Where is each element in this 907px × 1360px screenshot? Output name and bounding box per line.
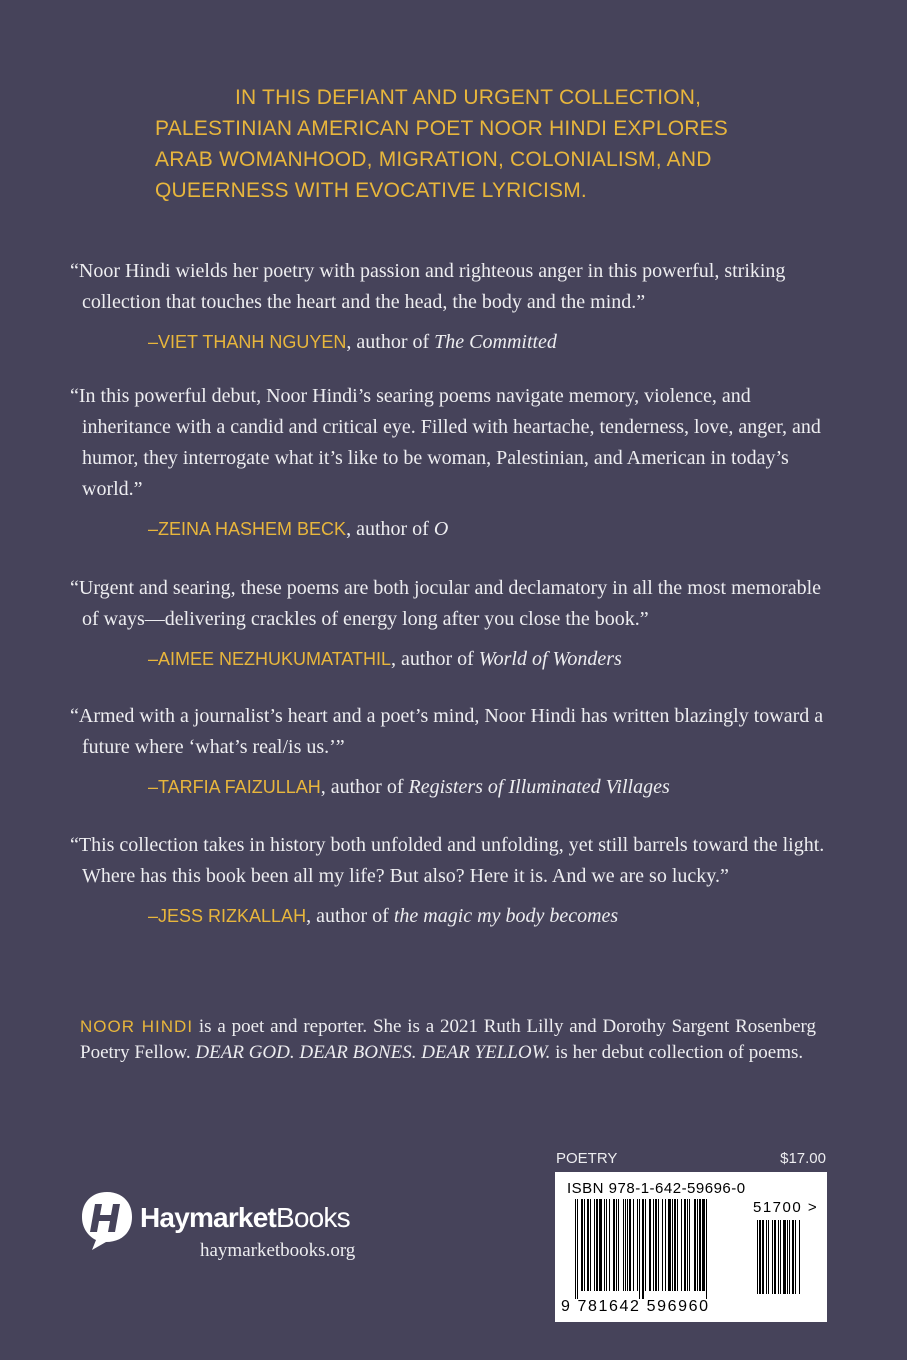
barcode-bar [653,1199,654,1291]
blurb-quote: “Urgent and searing, these poems are both jocular and declamatory in all the most memorable of ways—delivering crackles of energy long after you close the book.” [70,577,822,630]
barcode-bar [658,1199,659,1291]
barcode-bar [687,1199,688,1291]
publisher-name-bold: Haymarket [140,1202,276,1233]
blurb-rizkallah [70,830,840,930]
barcode-bar [677,1199,678,1291]
barcode-bar [637,1199,638,1291]
barcode-bar [759,1220,761,1294]
barcode-bar [606,1199,607,1291]
author-work: The Committed [434,331,557,353]
author-bio [80,1014,816,1066]
barcode-bar [684,1199,686,1291]
ean-number: 9 781642 596960 [561,1298,710,1315]
barcode-bar [789,1220,790,1294]
blurb-beck [70,381,840,543]
price-label: $17.00 [780,1150,826,1167]
author-of-text: , author of [346,331,435,353]
barcode-bar [792,1220,794,1294]
barcode-bar [584,1199,585,1291]
barcode-bar [787,1220,788,1294]
blurb-author: –VIET THANH NGUYEN [148,332,347,352]
barcode-bar [697,1199,698,1291]
blurb-quote: “In this powerful debut, Noor Hindi’s searing poems navigate memory, violence, and inheritance with a candid and critical eye. Filled with heartache, tenderness, love, anger, and humor, they interrogate what it’s like to be woman, Palestinian, and American in today’s world.” [70,385,821,500]
blurb-quote: “Noor Hindi wields her poetry with passion and righteous anger in this powerful, striking collection that touches the heart and the head, the body and the mind.” [70,260,786,313]
author-of-text: , author of [346,518,434,540]
barcode-bar [609,1199,610,1291]
blurb-author: –JESS RIZKALLAH [148,906,307,926]
barcode-bar [623,1199,624,1291]
barcode-bar [575,1199,576,1299]
barcode-bar [577,1199,578,1299]
blurb-faizullah [70,701,840,801]
blurb-attribution [148,328,840,356]
barcode-bar [633,1199,634,1291]
barcode-bar [795,1220,796,1294]
barcode-bar [665,1199,666,1291]
publisher-name [140,1202,350,1234]
barcode-bar [799,1220,800,1294]
barcode-bar [596,1199,598,1291]
haymarket-h-logo-icon [78,1190,136,1252]
barcode-bar [604,1199,605,1291]
headline-line: IN THIS DEFIANT AND URGENT COLLECTION, [235,86,702,109]
barcode-bar [625,1199,626,1291]
barcode-bar [699,1199,701,1291]
barcode-box [555,1172,827,1322]
barcode-bar [778,1220,779,1294]
barcode-bar [599,1199,602,1291]
barcode-bar [757,1220,758,1294]
barcode-bar [780,1220,781,1294]
blurb-nezhukumatathil [70,573,840,673]
barcode-bar [655,1199,657,1291]
barcode-bar [702,1199,705,1291]
blurb-quote: “Armed with a journalist’s heart and a poet’s mind, Noor Hindi has written blazingly toward a future where ‘what’s real/is us.’” [70,705,824,758]
barcode-bar [642,1199,644,1299]
headline-line: QUEERNESS WITH EVOCATIVE LYRICISM. [155,179,587,202]
author-work: O [433,518,449,540]
barcode-bar [616,1199,617,1291]
isbn-label: ISBN 978-1-642-59696-0 [567,1180,746,1197]
barcode-bar [581,1199,583,1291]
author-work: World of Wonders [478,648,622,670]
ean-barcode [573,1199,743,1299]
barcode-bar [668,1199,671,1291]
publisher-url: haymarketbooks.org [200,1240,356,1261]
barcode-bar [629,1199,631,1291]
barcode-bar [681,1199,682,1291]
barcode-bar [627,1199,628,1291]
author-work: the magic my body becomes [393,905,619,927]
author-of-text: , author of [320,776,409,798]
barcode-bar [674,1199,676,1291]
barcode-bar [766,1220,767,1294]
bio-book-title: DEAR GOD. DEAR BONES. DEAR YELLOW. [195,1042,551,1063]
blurb-attribution [148,645,840,673]
barcode-bar [706,1199,707,1299]
author-of-text: , author of [391,648,479,670]
blurb-attribution [148,902,840,930]
barcode-bar [594,1199,595,1291]
blurb-attribution [148,515,840,543]
barcode-bar [590,1199,591,1291]
barcode-bar [672,1199,673,1291]
blurb-author: –AIMEE NEZHUKUMATATHIL [148,649,392,669]
category-label: POETRY [556,1150,618,1167]
headline-line: PALESTINIAN AMERICAN POET NOOR HINDI EXPLORES [155,117,729,140]
barcode-bar [694,1199,696,1291]
publisher-logo [78,1190,398,1280]
publisher-name-light: Books [276,1202,350,1233]
bio-text: is a poet and reporter. She is a 2021 Ruth Lilly and Dorothy Sargent Rosenberg Poetry Fellow. [80,1016,817,1063]
barcode-bar [639,1199,640,1299]
barcode-bar [618,1199,619,1291]
barcode-bar [645,1199,646,1291]
barcode-bar [662,1199,663,1291]
blurb-author: –TARFIA FAIZULLAH [148,777,321,797]
barcode-bar [768,1220,769,1294]
headline [155,82,795,206]
barcode-bar [587,1199,589,1291]
barcode-bar [783,1220,786,1294]
addon-code: 51700 > [753,1199,819,1216]
blurb-quote: “This collection takes in history both unfolded and unfolding, yet still barrels toward the light. Where has this book been all my life? But also? Here it is. And we are so lucky.” [70,834,825,887]
blurb-nguyen [70,256,840,356]
bio-text: is her debut collection of poems. [550,1042,804,1063]
author-work: Registers of Illuminated Villages [408,776,670,798]
author-of-text: , author of [306,905,394,927]
barcode-bar [762,1220,764,1294]
barcode-bar [774,1220,776,1294]
barcode-bar [613,1199,615,1291]
addon-barcode [755,1220,815,1298]
barcode-bar [689,1199,690,1291]
headline-line: ARAB WOMANHOOD, MIGRATION, COLONIALISM, AND [155,148,712,171]
blurb-attribution [148,773,840,801]
bio-author-name: NOOR HINDI [80,1017,194,1036]
barcode-bar [772,1220,773,1294]
blurb-author: –ZEINA HASHEM BECK [148,519,347,539]
barcode-bar [649,1199,651,1291]
